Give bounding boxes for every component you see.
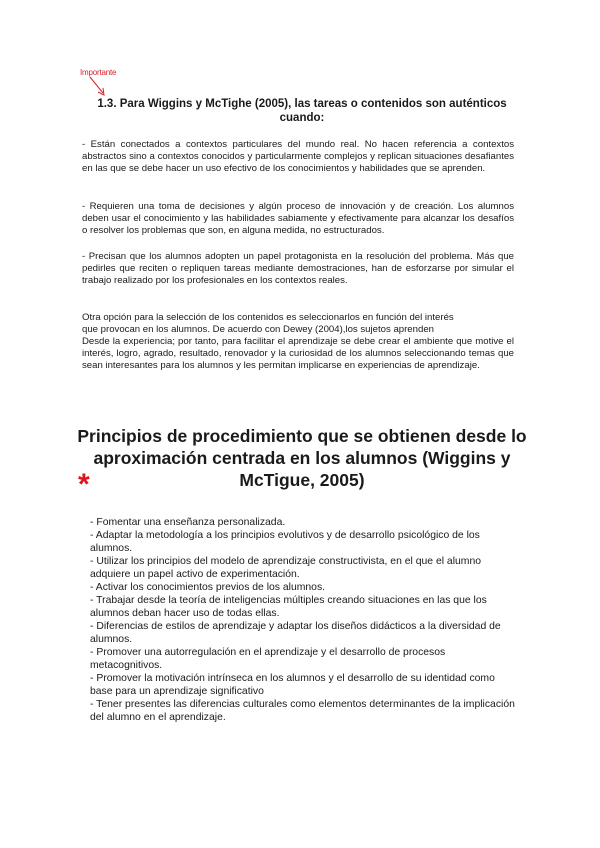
list-item: - Fomentar una enseñanza personalizada.: [90, 517, 286, 528]
principles-list: [90, 516, 520, 724]
paragraph-3: - Precisan que los alumnos adopten un papel protagonista en la resolución del problema. Más que pedirles que reciten o repliquen tareas mediante demostraciones, han de esforzarse por simular el trabajo realizado por los profesionales en los contextos reales.: [82, 251, 514, 286]
principles-title: Principios de procedimiento que se obtienen desde lo aproximación centrada en los alumnos (Wiggins y McTigue, 2005): [77, 426, 527, 490]
paragraph-4-rest: Desde la experiencia; por tanto, para facilitar el aprendizaje se debe crear el ambiente que motive el interés, logro, agrado, resultado, renovador y la curiosidad de los alumnos seleccionando temas que sean interesantes para los alumnos y les permitan implicarse en experiencias de aprendizaje.: [82, 336, 514, 371]
paragraph-4: [82, 312, 514, 372]
section-title: 1.3. Para Wiggins y McTighe (2005), las tareas o contenidos son auténticos cuando:: [97, 98, 507, 124]
paragraph-1: - Están conectados a contextos particulares del mundo real. No hacen referencia a contextos abstractos sino a contextos conocidos y particularmente complejos y replican situaciones desafiantes en las que se debe hacer un uso efectivo de los conocimientos y habilidades que se aprenden.: [82, 139, 514, 174]
list-item: - Promover la motivación intrínseca en los alumnos y el desarrollo de su identidad como base para un aprendizaje significativo: [90, 673, 495, 697]
importante-annotation: Importante: [80, 68, 117, 77]
list-item: - Activar los conocimientos previos de los alumnos.: [90, 582, 326, 593]
paragraph-4-line-2: que provocan en los alumnos. De acuerdo con Dewey (2004),los sujetos aprenden: [82, 324, 434, 335]
list-item: - Trabajar desde la teoría de inteligencias múltiples creando situaciones en las que los alumnos deban hacer uso de todas ellas.: [90, 595, 487, 619]
asterisk-icon: *: [78, 468, 90, 501]
list-item: - Tener presentes las diferencias culturales como elementos determinantes de la implicación del alumno en el aprendizaje.: [90, 699, 515, 723]
list-item: - Adaptar la metodología a los principios evolutivos y de desarrollo psicológico de los alumnos.: [90, 530, 480, 554]
arrow-annotation-icon: [88, 76, 110, 98]
list-item: - Diferencias de estilos de aprendizaje y adaptar los diseños didácticos a la diversidad de alumnos.: [90, 621, 501, 645]
list-item: - Utilizar los principios del modelo de aprendizaje constructivista, en el que el alumno adquiere un papel activo de experimentación.: [90, 556, 482, 580]
paragraph-2: - Requieren una toma de decisiones y algún proceso de innovación y de creación. Los alumnos deben usar el conocimiento y las habilidades sabiamente y efectivamente para alcanzar los desafíos o resolver los problemas que son, en alguna medida, no estructurados.: [82, 201, 514, 236]
list-item: - Promover una autorregulación en el aprendizaje y el desarrollo de procesos metacognitivos.: [90, 647, 446, 671]
paragraph-4-line-1: Otra opción para la selección de los contenidos es seleccionarlos en función del interés: [82, 312, 454, 323]
